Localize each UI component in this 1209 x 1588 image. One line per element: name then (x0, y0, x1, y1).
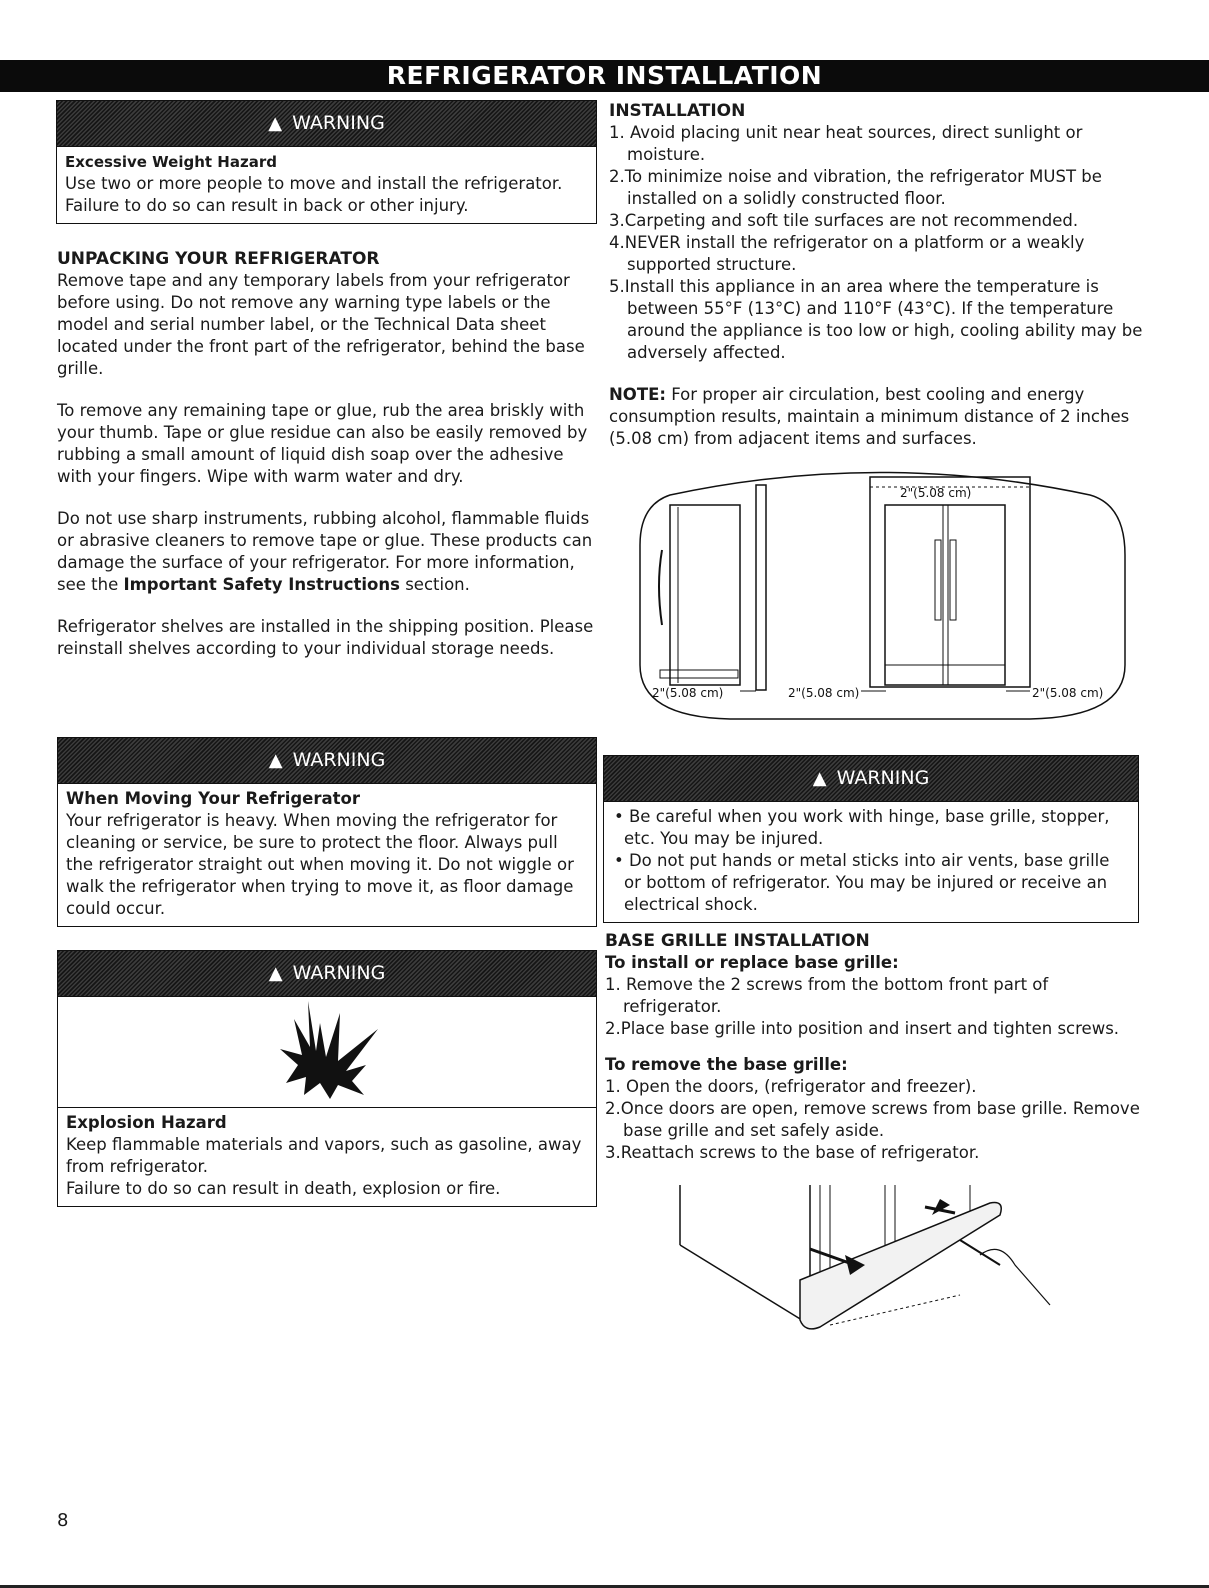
unpacking-paragraph: Remove tape and any temporary labels from your refrigerator before using. Do not remove any warning type labels or the model and serial number label, or the Technical Data sheet located under the front part of the refrigerator, behind the base grille. (57, 271, 585, 378)
base-grille-section (605, 930, 1145, 1164)
explosion-icon (268, 999, 388, 1107)
install-subheading: To install or replace base grille: (605, 953, 899, 972)
clearance-label-right: 2"(5.08 cm) (1032, 686, 1104, 700)
list-item: 2.Once doors are open, remove screws from base grille. Remove base grille and set safely aside. (605, 1099, 1140, 1140)
list-item: • Be careful when you work with hinge, base grille, stopper, etc. You may be injured. (614, 807, 1110, 848)
warning-triangle-icon: ▲ (268, 750, 283, 771)
warning-triangle-icon: ▲ (812, 768, 827, 789)
list-item: 1. Open the doors, (refrigerator and freezer). (605, 1077, 977, 1096)
warning-title: WARNING (292, 962, 386, 984)
warning-line: Use two or more people to move and install the refrigerator. (65, 174, 563, 193)
list-item: 4.NEVER install the refrigerator on a platform or a weakly supported structure. (609, 233, 1085, 274)
note-label: NOTE: (609, 385, 666, 404)
list-item: 3.Reattach screws to the base of refrigerator. (605, 1143, 980, 1162)
weight-warning-box (56, 100, 597, 224)
installation-list (609, 122, 1151, 364)
clearance-diagram (630, 465, 1130, 723)
warning-header (58, 951, 596, 997)
clearance-label-middle: 2"(5.08 cm) (788, 686, 860, 700)
list-item: 2.Place base grille into position and insert and tighten screws. (605, 1019, 1120, 1038)
clearance-label-top: 2"(5.08 cm) (900, 486, 972, 500)
hinge-warning-box (603, 755, 1139, 923)
remove-subheading: To remove the base grille: (605, 1055, 848, 1074)
warning-body (57, 147, 596, 223)
installation-heading: INSTALLATION (609, 101, 746, 121)
warning-title: WARNING (292, 112, 385, 134)
safety-instructions-reference: Important Safety Instructions (123, 575, 400, 594)
warning-triangle-icon: ▲ (268, 113, 283, 134)
unpacking-paragraph: To remove any remaining tape or glue, rub the area briskly with your thumb. Tape or glue residue can also be easily removed by rubbing a small amount of liquid dish soap over the adhesive with your fingers. Wipe with warm water and dry. (57, 401, 588, 486)
warning-header (604, 756, 1138, 802)
page-number: 8 (57, 1510, 69, 1531)
clearance-label-left: 2"(5.08 cm) (652, 686, 724, 700)
warning-body (58, 784, 596, 926)
warning-text: Your refrigerator is heavy. When moving the refrigerator for cleaning or service, be sure to protect the floor. Always pull the refrigerator straight out when moving it. Do not wiggle or walk the refrigerator when trying to move it, as floor damage could occur. (66, 811, 574, 918)
clearance-note: NOTE: For proper air circulation, best cooling and energy consumption results, maintain a minimum distance of 2 inches (5.08 cm) from adjacent items and surfaces. (609, 385, 1130, 448)
warning-body (58, 1108, 596, 1206)
warning-triangle-icon: ▲ (268, 963, 283, 984)
list-item: 5.Install this appliance in an area where the temperature is between 55°F (13°C) and 110°F (43°C). If the temperature around the appliance is too low or high, cooling ability may be adversely affected. (609, 277, 1143, 362)
list-item: 2.To minimize noise and vibration, the refrigerator MUST be installed on a solidly constructed floor. (609, 167, 1102, 208)
install-steps (605, 974, 1145, 1040)
warning-header (57, 101, 596, 147)
explosion-warning-box (57, 950, 597, 1207)
warning-body (604, 802, 1138, 922)
unpacking-heading: UNPACKING YOUR REFRIGERATOR (57, 249, 380, 269)
base-grille-illustration (670, 1185, 1070, 1345)
remove-steps (605, 1076, 1145, 1164)
hazard-title: Excessive Weight Hazard (65, 153, 277, 171)
hazard-title: When Moving Your Refrigerator (66, 789, 360, 808)
base-grille-heading: BASE GRILLE INSTALLATION (605, 931, 870, 951)
explosion-symbol-area (58, 997, 596, 1108)
warning-title: WARNING (292, 749, 386, 771)
unpacking-paragraph: Do not use sharp instruments, rubbing alcohol, flammable fluids or abrasive cleaners to remove tape or glue. These products can damage the surface of your refrigerator. For more information, see the Important Safety Instructions section. (57, 509, 593, 594)
moving-warning-box (57, 737, 597, 927)
list-item: 1. Avoid placing unit near heat sources, direct sunlight or moisture. (609, 123, 1083, 164)
warning-line: Failure to do so can result in back or other injury. (65, 196, 469, 215)
list-item: 3.Carpeting and soft tile surfaces are not recommended. (609, 211, 1079, 230)
warning-line: Failure to do so can result in death, explosion or fire. (66, 1179, 501, 1198)
warning-line: Keep flammable materials and vapors, such as gasoline, away from refrigerator. (66, 1135, 582, 1176)
page-title: REFRIGERATOR INSTALLATION (0, 60, 1209, 92)
right-column (609, 100, 1151, 450)
hazard-title: Explosion Hazard (66, 1113, 227, 1132)
unpacking-paragraph: Refrigerator shelves are installed in the shipping position. Please reinstall shelves according to your individual storage needs. (57, 617, 594, 658)
left-column (57, 100, 597, 660)
warning-list (612, 806, 1130, 916)
list-item: • Do not put hands or metal sticks into air vents, base grille or bottom of refrigerator. You may be injured or receive an electrical shock. (614, 851, 1110, 914)
warning-title: WARNING (836, 767, 930, 789)
warning-header (58, 738, 596, 784)
list-item: 1. Remove the 2 screws from the bottom front part of refrigerator. (605, 975, 1049, 1016)
